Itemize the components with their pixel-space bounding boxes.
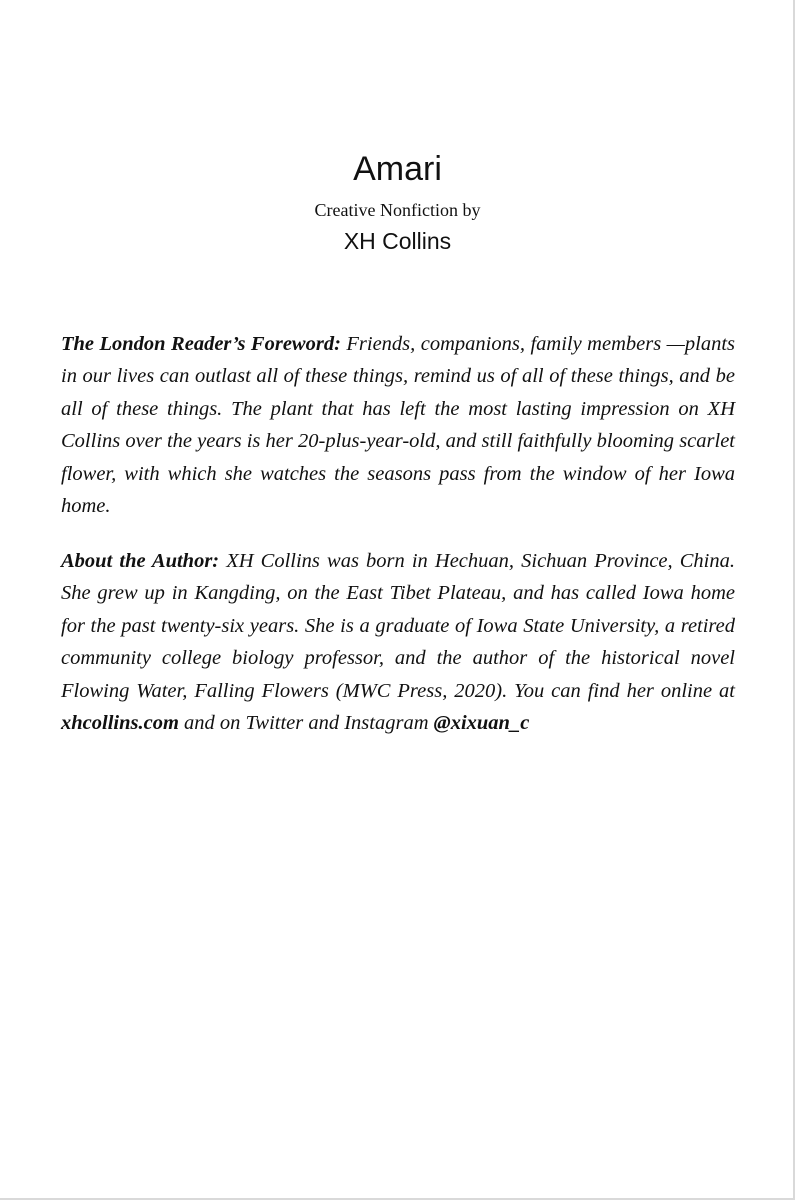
page-subtitle: Creative Nonfiction by [314,200,481,220]
about-author-paragraph [61,545,735,739]
foreword-paragraph [61,328,735,522]
foreword-text: Friends, companions, family members —plants in our lives can outlast all of these things, remind us of all of these things, and be all of these things. The plant that has left the most lasting impression on XH Collins over the years is her 20-plus-year-old, and still faithfully blooming scarlet flower, with which she watches the seasons pass from the window of her Iowa home. [61,333,735,518]
about-author-text: XH Collins was born in Hechuan, Sichuan Province, China. She grew up in Kangding, on the East Tibet Plateau, and has called Iowa home for the past twenty-six years. She is a graduate of Iowa State University, a retired community college biology professor, and the author of the historical novel Flowing Water, Falling Flowers (MWC Press, 2020). You can find her online at [61,550,735,702]
about-author-text-continued: and on Twitter and Instagram [178,712,434,735]
author-name: XH Collins [343,228,452,254]
social-handle-link[interactable]: @xixuan_c [433,712,530,735]
about-author-label: About the Author: [61,550,220,572]
page-title: Amari [353,150,442,188]
foreword-label: The London Reader’s Foreword: [61,333,341,355]
website-link[interactable]: xhcollins.com [61,712,179,735]
